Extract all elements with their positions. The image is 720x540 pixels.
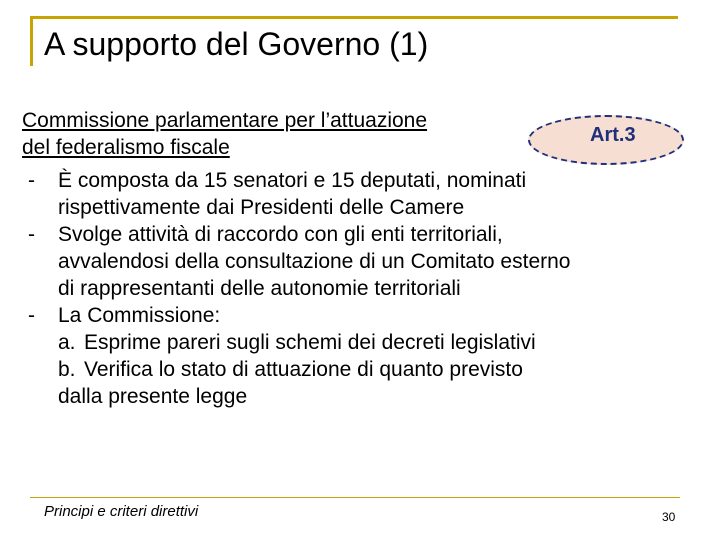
heading-line-2: del federalismo fiscale	[22, 136, 230, 159]
heading-line-1: Commissione parlamentare per l’attuazione	[22, 109, 428, 132]
sub-item-text: Esprime pareri sugli schemi dei decreti legislativi	[84, 331, 536, 354]
title-rule-left	[30, 16, 33, 66]
item-text-line: Svolge attività di raccordo con gli enti territoriali,	[58, 223, 503, 246]
sub-item-text: Verifica lo stato di attuazione di quanto previsto	[84, 358, 523, 381]
item-text-line: avvalendosi della consultazione di un Comitato esterno	[58, 250, 571, 273]
sub-item	[58, 356, 702, 383]
bullet-dash: -	[28, 304, 35, 327]
slide-title: A supporto del Governo (1)	[44, 26, 429, 62]
footer-text: Principi e criteri direttivi	[44, 503, 199, 520]
bullet-dash: -	[28, 223, 35, 246]
item-text-line: rispettivamente dai Presidenti delle Camere	[58, 196, 465, 219]
list-item	[22, 167, 702, 221]
page-number: 30	[662, 510, 676, 524]
footer-rule	[30, 497, 680, 498]
list-item	[22, 302, 702, 410]
list-item	[22, 221, 702, 302]
item-tail-text: dalla presente legge	[58, 385, 248, 408]
item-text-line: È composta da 15 senatori e 15 deputati, nominati	[58, 169, 527, 192]
item-text-line: La Commissione:	[58, 304, 221, 327]
sub-item	[58, 329, 702, 356]
sub-item-letter: b.	[58, 358, 76, 381]
section-heading	[22, 107, 427, 161]
sub-item-letter: a.	[58, 331, 76, 354]
item-text-line: di rappresentanti delle autonomie territoriali	[58, 277, 461, 300]
article-badge-label: Art.3	[590, 124, 636, 146]
title-rule-top	[30, 16, 678, 19]
bullet-list	[22, 167, 702, 410]
bullet-dash: -	[28, 169, 35, 192]
